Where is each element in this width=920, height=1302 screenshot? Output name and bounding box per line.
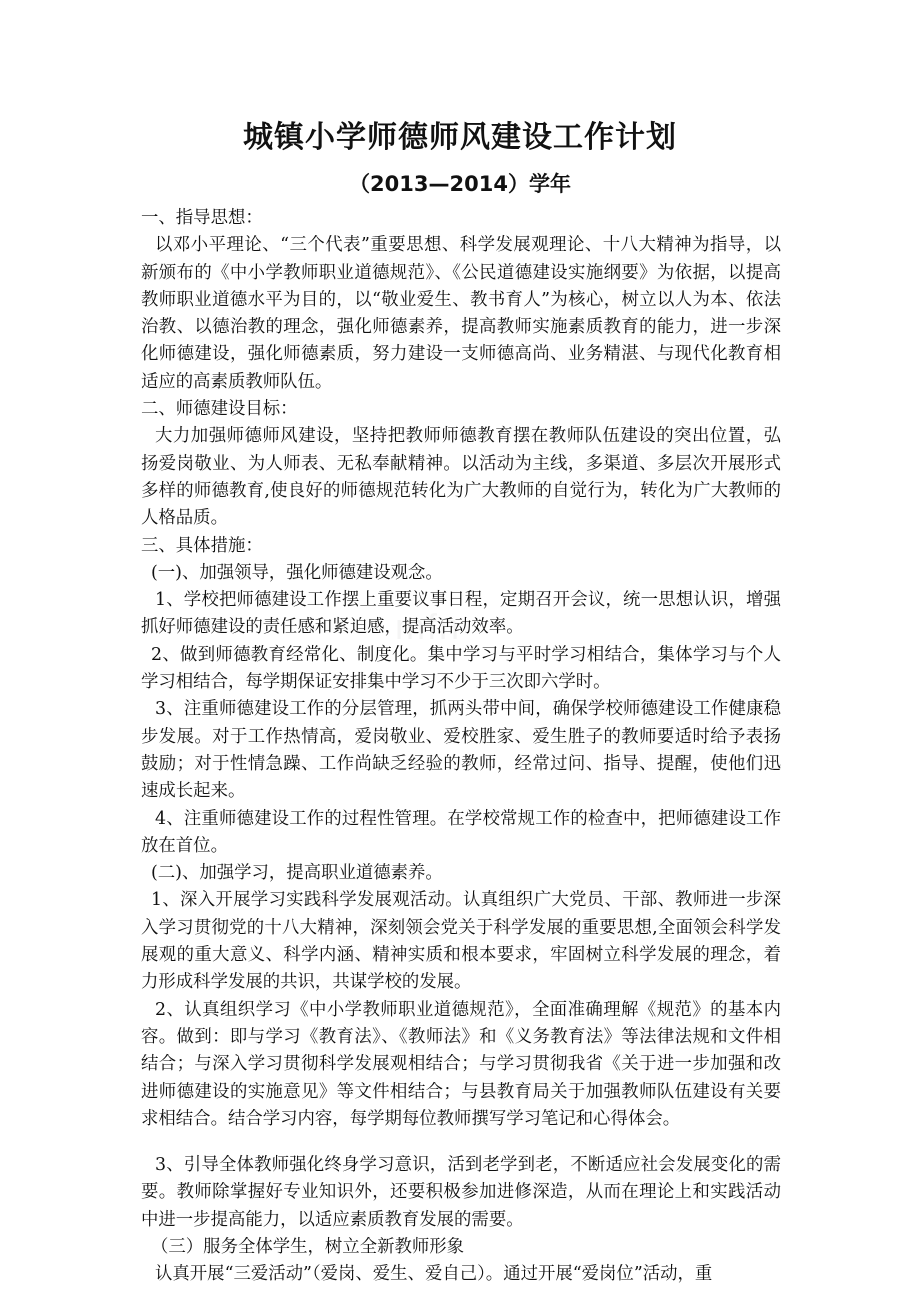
list-item: 3、注重师德建设工作的分层管理，抓两头带中间，确保学校师德建设工作健康稳步发展。对于工作热情高，爱岗敬业、爱校胜家、爱生胜子的教师要适时给予表扬鼓励；对于性情急躁、工作尚缺乏经验的教师，经常过问、指导、提醒，使他们迅速成长起来。: [141, 699, 781, 802]
list-item: 4、注重师德建设工作的过程性管理。在学校常规工作的检查中，把师德建设工作放在首位。: [141, 808, 781, 856]
document-body: [141, 205, 781, 1289]
paragraph-gap: [141, 1133, 781, 1152]
subsection-heading: （三）服务全体学生，树立全新教师形象: [151, 1236, 465, 1257]
paragraph: 认真开展“三爱活动”（爱岗、爱生、爱自己）。通过开展“爱岗位”活动，重: [155, 1264, 713, 1285]
list-item: 3、引导全体教师强化终身学习意识，活到老学到老，不断适应社会发展变化的需要。教师除掌握好专业知识外，还要积极参加进修深造，从而在理论上和实践活动中进一步提高能力，以适应素质教育发展的需要。: [141, 1155, 781, 1230]
paragraph: 以邓小平理论、“三个代表”重要思想、科学发展观理论、十八大精神为指导，以新颁布的《中小学教师职业道德规范》、《公民道德建设实施纲要》为依据，以提高教师职业道德水平为目的，以“敬业爱生、教书育人”为核心，树立以人为本、依法治教、以德治教的理念，强化师德素养，提高教师实施素质教育的能力，进一步深化师德建设，强化师德素质，努力建设一支师德高尚、业务精湛、与现代化教育相适应的高素质教师队伍。: [141, 235, 781, 392]
paragraph: 大力加强师德师风建设，坚持把教师师德教育摆在教师队伍建设的突出位置，弘扬爱岗敬业、为人师表、无私奉献精神。以活动为主线，多渠道、多层次开展形式多样的师德教育,使良好的师德规范转化为广大教师的自觉行为，转化为广大教师的人格品质。: [141, 426, 781, 529]
subsection-heading: (二)、加强学习，提高职业道德素养。: [151, 863, 443, 884]
subsection-heading: (一)、加强领导，强化师德建设观念。: [151, 562, 443, 583]
document-title: 城镇小学师德师风建设工作计划: [243, 120, 677, 155]
list-item: 1、学校把师德建设工作摆上重要议事日程，定期召开会议，统一思想认识，增强抓好师德建设的责任感和紧迫感，提高活动效率。: [141, 590, 781, 638]
section-heading: 三、具体措施：: [141, 535, 263, 556]
section-heading: 二、师德建设目标：: [141, 399, 298, 420]
document-subtitle: （2013—2014）学年: [349, 172, 571, 196]
list-item: 2、做到师德教育经常化、制度化。集中学习与平时学习相结合，集体学习与个人学习相结合，每学期保证安排集中学习不少于三次即六学时。: [141, 644, 781, 693]
list-item: 2、认真组织学习《中小学教师职业道德规范》，全面准确理解《规范》的基本内容。做到：即与学习《教育法》、《教师法》和《义务教育法》等法律法规和文件相结合；与深入学习贯彻科学发展观相结合；与学习贯彻我省《关于进一步加强和改进师德建设的实施意见》等文件相结合；与县教育局关于加强教师队伍建设有关要求相结合。结合学习内容，每学期每位教师撰写学习笔记和心得体会。: [141, 999, 781, 1129]
section-heading: 一、指导思想：: [141, 208, 263, 228]
list-item: 1、深入开展学习实践科学发展观活动。认真组织广大党员、干部、教师进一步深入学习贯彻党的十八大精神，深刻领会党关于科学发展的重要思想,全面领会科学发展观的重大意义、科学内涵、精神实质和根本要求，牢固树立科学发展的理念，着力形成科学发展的共识，共谋学校的发展。: [141, 890, 781, 993]
